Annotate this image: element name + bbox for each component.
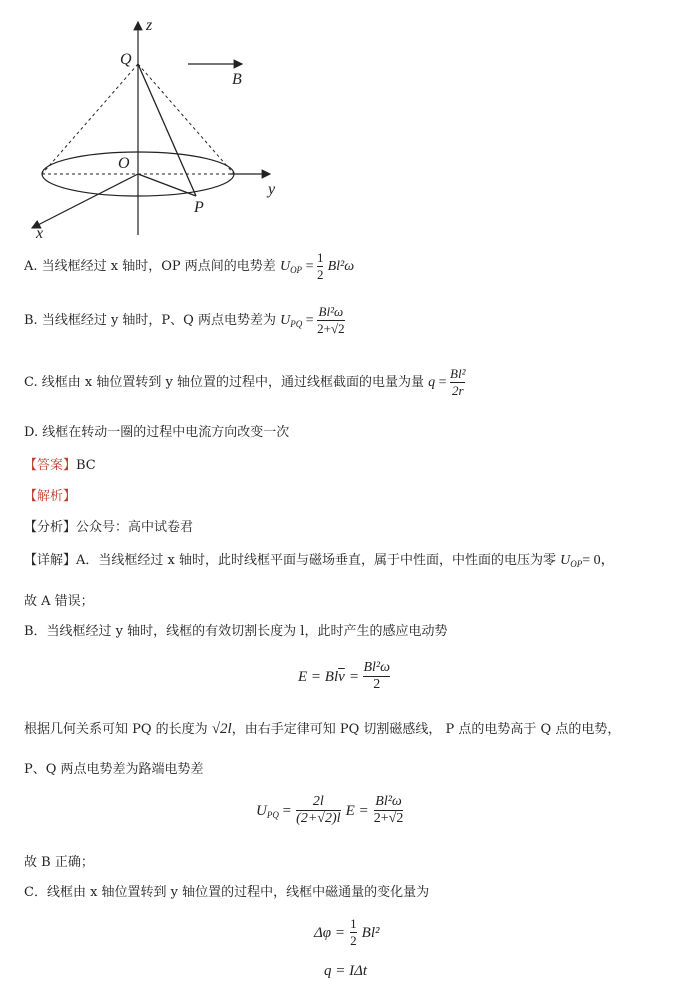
detail-a-line: 【详解】A．当线框经过 x 轴时，此时线框平面与磁场垂直，属于中性面，中性面的电压为零 $U_{OP}= 0$， [24,553,615,569]
analysis-tag: 【解析】 [24,489,77,504]
option-c: C. 线框由 x 轴位置转到 y 轴位置的过程中，通过线框截面的电量为量 q = $\frac{\text{Bl²}}{2r}$ [24,366,466,398]
segment-QP [138,64,196,196]
equation-q: q = IΔt [324,963,368,979]
fraction: $\frac{\text{Bl²ω}}{2+√2}$ [373,794,404,826]
option-d: D. 线框在转动一圈的过程中电流方向改变一次 [24,425,290,440]
answer-value: BC [76,458,96,473]
label-B: B [232,71,242,88]
detail-c-line1: C．线框由 x 轴位置转到 y 轴位置的过程中，线框中磁通量的变化量为 [24,885,430,900]
detail-tag: 【详解】 [24,553,77,568]
label-P: P [194,199,204,216]
fenxi-tag: 【分析】 [24,520,77,535]
option-a: A. 当线框经过 x 轴时，OP 两点间的电势差 $U_{OP}$ = $\frac{1}{2}$ Bl²ω [24,250,355,282]
fenxi-line: 【分析】公众号：高中试卷君 [24,520,194,535]
fraction: $\frac{1}{2}$ [350,916,357,948]
detail-b-line1: B．当线框经过 y 轴时，线框的有效切割长度为 l，此时产生的感应电动势 [24,624,448,639]
detail-b-line2: 根据几何关系可知 PQ 的长度为 √2l，由右手定律可知 PQ 切割磁感线， P 点的电势高于 Q 点的电势， [24,721,621,737]
option-b: B. 当线框经过 y 轴时，P、Q 两点电势差为 $U_{PQ}$ = $\frac{\text{Bl²ω}}{2+√2}$ [24,304,345,336]
answer-line [24,454,96,473]
equation-U: $U_{PQ}$ = $\frac{2l}{(2+√2)l}$ E = $\frac{\text{Bl²ω}}{2+√2}$ [256,794,404,826]
label-z: z [146,17,153,34]
analysis-line [24,485,76,504]
detail-b-conclusion: 故 B 正确； [24,855,94,870]
fraction: $\frac{1}{2}$ [316,250,324,282]
fraction: $\frac{\text{Bl²ω}}{2}$ [363,660,390,692]
label-y: y [268,181,276,198]
fraction: $\frac{2l}{(2+√2)l}$ [296,794,341,826]
equation-phi: Δφ = $\frac{1}{2}$ Bl² [314,916,380,948]
label-Q: Q [120,51,132,68]
fraction: $\frac{\text{Bl²ω}}{2+√2}$ [317,304,345,336]
detail-b-line3: P、Q 两点电势差为路端电势差 [24,762,204,777]
label-O: O [118,155,130,172]
detail-a-conclusion: 故 A 错误； [24,594,94,609]
answer-tag: 【答案】 [24,458,77,473]
fraction: $\frac{\text{Bl²}}{2r}$ [450,366,466,398]
equation-E: $E = Bl\overline{v}$ = $\frac{\text{Bl²ω}}{2}$ [298,660,390,692]
label-x: x [36,225,44,242]
cone-figure [20,10,300,245]
